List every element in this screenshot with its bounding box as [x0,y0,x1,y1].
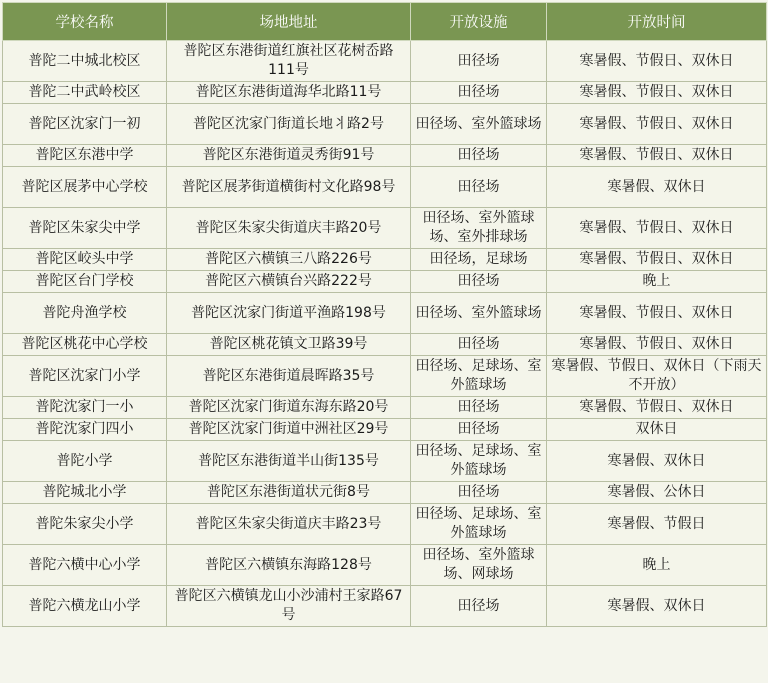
address: 普陀区朱家尖街道庆丰路23号 [167,504,411,545]
open-hours: 寒暑假、节假日、双休日 [547,104,767,145]
facilities: 田径场 [411,334,547,356]
school-name: 普陀二中武岭校区 [3,82,167,104]
table-row [3,145,767,167]
address: 普陀区东港街道半山街135号 [167,441,411,482]
open-hours: 寒暑假、节假日、双休日 [547,41,767,82]
school-name: 普陀区沈家门一初 [3,104,167,145]
table-row [3,441,767,482]
address: 普陀区沈家门街道平渔路198号 [167,293,411,334]
table-row [3,293,767,334]
address: 普陀区六横镇三八路226号 [167,249,411,271]
address: 普陀区六横镇龙山小沙浦村王家路67号 [167,586,411,627]
header-facilities: 开放设施 [411,3,547,41]
open-hours: 晚上 [547,545,767,586]
open-hours: 寒暑假、节假日、双休日 [547,208,767,249]
facilities: 田径场 [411,586,547,627]
address: 普陀区桃花镇文卫路39号 [167,334,411,356]
address: 普陀区沈家门街道长地丬路2号 [167,104,411,145]
school-name: 普陀区峧头中学 [3,249,167,271]
school-venue-table [2,2,767,627]
open-hours: 寒暑假、双休日 [547,167,767,208]
facilities: 田径场、室外篮球场、网球场 [411,545,547,586]
school-name: 普陀二中城北校区 [3,41,167,82]
school-name: 普陀舟渔学校 [3,293,167,334]
school-name: 普陀沈家门四小 [3,419,167,441]
address: 普陀区东港街道灵秀街91号 [167,145,411,167]
school-name: 普陀区桃花中心学校 [3,334,167,356]
school-name: 普陀城北小学 [3,482,167,504]
address: 普陀区沈家门街道东海东路20号 [167,397,411,419]
school-name: 普陀区沈家门小学 [3,356,167,397]
open-hours: 寒暑假、双休日 [547,441,767,482]
table-row [3,208,767,249]
table-row [3,334,767,356]
school-name: 普陀区东港中学 [3,145,167,167]
facilities: 田径场 [411,82,547,104]
table-row [3,586,767,627]
address: 普陀区东港街道海华北路11号 [167,82,411,104]
facilities: 田径场、足球场、室外篮球场 [411,441,547,482]
table-row [3,104,767,145]
header-address: 场地地址 [167,3,411,41]
school-name: 普陀六横中心小学 [3,545,167,586]
facilities: 田径场 [411,397,547,419]
school-name: 普陀区展茅中心学校 [3,167,167,208]
header-school-name: 学校名称 [3,3,167,41]
table-row [3,482,767,504]
facilities: 田径场、室外篮球场、室外排球场 [411,208,547,249]
facilities: 田径场 [411,167,547,208]
open-hours: 寒暑假、节假日、双休日 [547,334,767,356]
open-hours: 晚上 [547,271,767,293]
table-row [3,249,767,271]
table-row [3,397,767,419]
address: 普陀区东港街道状元街8号 [167,482,411,504]
open-hours: 寒暑假、公休日 [547,482,767,504]
school-name: 普陀区朱家尖中学 [3,208,167,249]
table-row [3,545,767,586]
table-row [3,504,767,545]
table-row [3,41,767,82]
address: 普陀区六横镇东海路128号 [167,545,411,586]
open-hours: 寒暑假、节假日、双休日 [547,397,767,419]
school-name: 普陀小学 [3,441,167,482]
address: 普陀区东港街道晨晖路35号 [167,356,411,397]
school-name: 普陀沈家门一小 [3,397,167,419]
open-hours: 寒暑假、节假日、双休日 [547,249,767,271]
table-row [3,82,767,104]
open-hours: 寒暑假、节假日、双休日 [547,293,767,334]
open-hours: 寒暑假、节假日、双休日 [547,145,767,167]
address: 普陀区东港街道红旗社区花树岙路111号 [167,41,411,82]
facilities: 田径场、室外篮球场 [411,293,547,334]
facilities: 田径场、足球场、室外篮球场 [411,356,547,397]
address: 普陀区展茅街道横街村文化路98号 [167,167,411,208]
table-row [3,356,767,397]
header-row [3,3,767,41]
open-hours: 双休日 [547,419,767,441]
school-name: 普陀区台门学校 [3,271,167,293]
address: 普陀区沈家门街道中洲社区29号 [167,419,411,441]
school-name: 普陀朱家尖小学 [3,504,167,545]
facilities: 田径场，足球场 [411,249,547,271]
table-row [3,167,767,208]
school-name: 普陀六横龙山小学 [3,586,167,627]
table-row [3,271,767,293]
open-hours: 寒暑假、节假日 [547,504,767,545]
open-hours: 寒暑假、节假日、双休日 [547,82,767,104]
facilities: 田径场 [411,145,547,167]
table-row [3,419,767,441]
facilities: 田径场、足球场、室外篮球场 [411,504,547,545]
header-open-hours: 开放时间 [547,3,767,41]
facilities: 田径场 [411,482,547,504]
facilities: 田径场 [411,419,547,441]
facilities: 田径场 [411,271,547,293]
open-hours: 寒暑假、节假日、双休日（下雨天不开放） [547,356,767,397]
facilities: 田径场 [411,41,547,82]
address: 普陀区朱家尖街道庆丰路20号 [167,208,411,249]
facilities: 田径场、室外篮球场 [411,104,547,145]
address: 普陀区六横镇台兴路222号 [167,271,411,293]
open-hours: 寒暑假、双休日 [547,586,767,627]
